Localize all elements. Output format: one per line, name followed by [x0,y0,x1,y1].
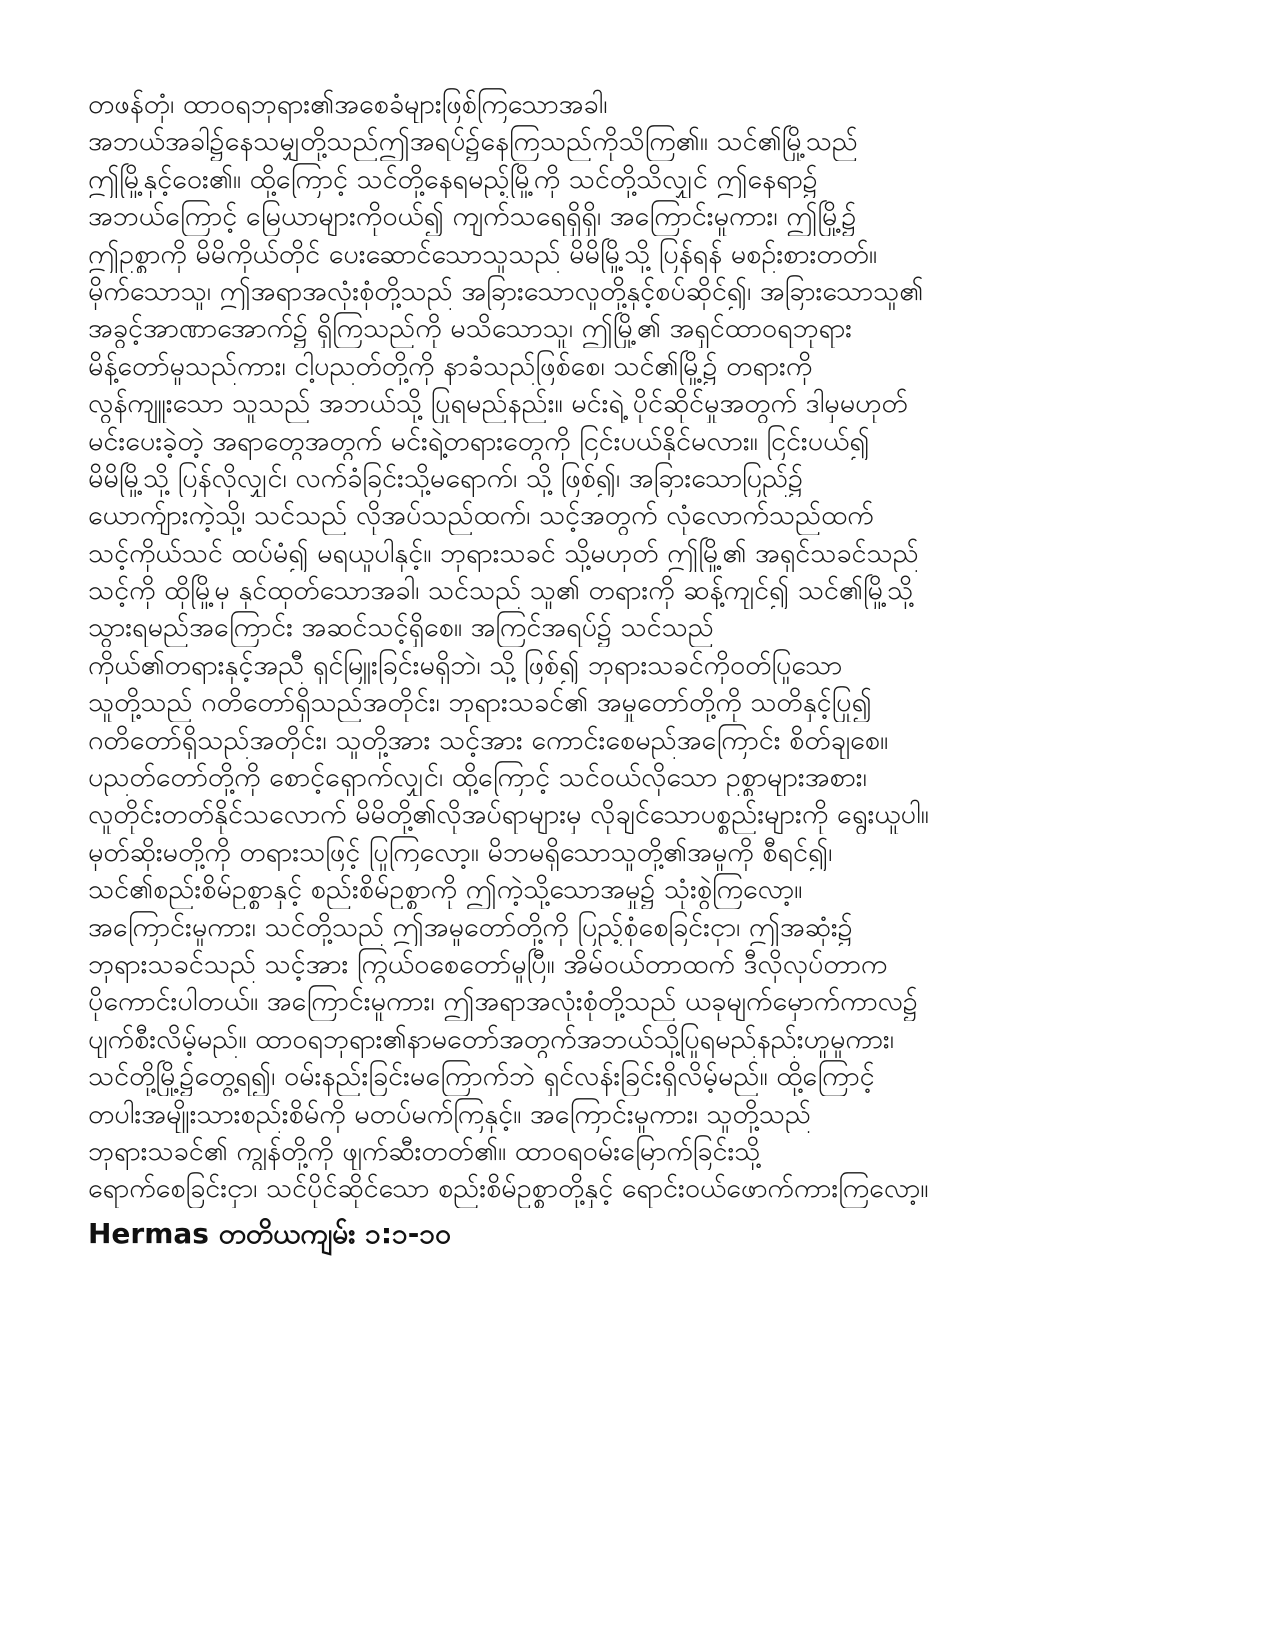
text-line: သွားရမည်အကြောင်း အဆင်သင့်ရှိစေ။ အကြင်အရပ်၌ သင်သည် [88,612,714,644]
text-line: ပညတ်တော်တို့ကို စောင့်ရှောက်လျှင်၊ ထို့ကြောင့် သင်ဝယ်လိုသော ဥစ္စာများအစား၊ [88,762,867,794]
text-line: သူတို့သည် ဂတိတော်ရှိသည်အတိုင်း၊ ဘုရားသခင်၏ အမှုတော်တို့ကို သတိနှင့်ပြု၍ [88,687,872,719]
text-line: ကိုယ်၏တရားနှင့်အညီ ရှင်မြူးခြင်းမရှိဘဲ၊ သို့ ဖြစ်၍ ဘုရားသခင်ကိုဝတ်ပြုသော [88,649,843,681]
text-line: မုတ်ဆိုးမတို့ကို တရားသဖြင့် ပြုကြလော့။ မိဘမရှိသောသူတို့၏အမှုကို စီရင်၍၊ [88,836,833,868]
text-line: တဖန်တုံ၊ ထာဝရဘုရား၏အစေခံများဖြစ်ကြသောအခါ၊ [88,89,608,120]
text-line: ပိုကောင်းပါတယ်။ အကြောင်းမူကား၊ ဤအရာအလုံးစုံတို့သည် ယခုမျက်မှောက်ကာလ၌ [88,986,918,1018]
text-line: အခွင့်အာဏာအောက်၌ ရှိကြသည်ကို မသိသောသူ၊ ဤမြို့၏ အရှင်ထာဝရဘုရား [88,313,853,345]
text-line: သင်တို့မြို့၌တွေ့ရ၍၊ ဝမ်းနည်းခြင်းမကြောက်ဘဲ ရှင်လန်းခြင်းရှိလိမ့်မည်။ ထို့ကြောင့် [88,1061,875,1093]
text-line: ပျက်စီးလိမ့်မည်။ ထာဝရဘုရား၏နာမတော်အတွက်အဘယ်သို့ပြုရမည်နည်းဟူမူကား၊ [88,1023,895,1055]
text-line: အကြောင်းမူကား၊ သင်တို့သည် ဤအမှုတော်တို့ကို ပြည့်စုံစေခြင်းငှာ၊ ဤအဆုံး၌ [88,911,853,943]
text-line: သင့်ကို ထိုမြို့မှ နှင်ထုတ်သောအခါ၊ သင်သည် သူ၏ တရားကို ဆန့်ကျင်၍ သင်၏မြို့သို့ [88,575,914,607]
text-line: ဘုရားသခင်၏ ကျွန်တို့ကို ဖျက်ဆီးတတ်၏။ ထာဝရဝမ်းမြောက်ခြင်းသို့ [88,1135,761,1167]
text-line: မင်းပေးခဲ့တဲ့ အရာတွေအတွက် မင်းရဲ့တရားတွေကို ငြင်းပယ်နိုင်မလား။ ငြင်းပယ်၍ [88,425,870,457]
text-line: ဤဥစ္စာကို မိမိကိုယ်တိုင် ပေးဆောင်သောသူသည် မိမိမြို့သို့ ပြန်ရန် မစဉ်းစားတတ်။ [88,238,878,270]
text-line: ဤမြို့နှင့်ဝေး၏။ ထို့ကြောင့် သင်တို့နေရမည့်မြို့ကို သင်တို့သိလျှင် ဤနေရာ၌ [88,163,818,195]
text-line: အဘယ်ကြောင့် မြေယာများကိုဝယ်၍ ကျက်သရေရှိရှိ၊ အကြောင်းမူကား၊ ဤမြို့၌ [88,201,857,233]
text-line: ဂတိတော်ရှိသည်အတိုင်း၊ သူတို့အား သင့်အား ကောင်းစေမည်အကြောင်း စိတ်ချစေ။ [88,724,889,756]
text-line: တပါးအမျိုးသားစည်းစိမ်ကို မတပ်မက်ကြနှင့်။ အကြောင်းမူကား၊ သူတို့သည် [88,1098,811,1130]
text-line: ဘုရားသခင်သည် သင့်အား ကြွယ်ဝစေတော်မူပြီ။ အိမ်ဝယ်တာထက် ဒီလိုလုပ်တာက [88,948,888,980]
text-line: လူတိုင်းတတ်နိုင်သလောက် မိမိတို့၏လိုအပ်ရာများမှ လိုချင်သောပစ္စည်းများကို ရွေးယူပါ။ [88,799,929,831]
scripture-passage [88,86,1239,1208]
text-line: သင့်ကိုယ်သင် ထပ်မံ၍ မရယူပါနှင့်။ ဘုရားသခင် သို့မဟုတ် ဤမြို့၏ အရှင်သခင်သည် [88,537,919,569]
text-line: မိန့်တော်မူသည်ကား၊ ငါ့ပညတ်တို့ကို နာခံသည်ဖြစ်စေ၊ သင်၏မြို့၌ တရားကို [88,350,813,382]
text-line: မိမိမြို့သို့ ပြန်လိုလျှင်၊ လက်ခံခြင်းသို့မရောက်၊ သို့ ဖြစ်၍၊ အခြားသောပြည်၌ [88,462,804,494]
text-line: ယောက်ျားကဲ့သို့၊ သင်သည် လိုအပ်သည်ထက်၊ သင့်အတွက် လုံလောက်သည်ထက် [88,500,874,532]
text-line: လွန်ကျူးသော သူသည် အဘယ်သို့ ပြုရမည်နည်း။ မင်းရဲ့ ပိုင်ဆိုင်မှုအတွက် ဒါမှမဟုတ် [88,388,908,420]
citation: Hermas တတိယကျမ်း ၁:၁-၁၀ [88,1216,451,1250]
text-line: ရောက်စေခြင်းငှာ၊ သင်ပိုင်ဆိုင်သော စည်းစိမ်ဥစ္စာတို့နှင့် ရောင်းဝယ်ဖောက်ကားကြလော့။ [88,1173,929,1205]
text-line: သင်၏စည်းစိမ်ဥစ္စာနှင့် စည်းစိမ်ဥစ္စာကို ဤကဲ့သို့သောအမှု၌ သုံးစွဲကြလော့။ [88,874,803,906]
text-line: မိုက်သောသူ၊ ဤအရာအလုံးစုံတို့သည် အခြားသောလူတို့နှင့်စပ်ဆိုင်၍၊ အခြားသောသူ၏ [88,275,924,307]
text-line: အဘယ်အခါ၌နေသမျှတို့သည်ဤအရပ်၌နေကြသည်ကိုသိကြ၏။ သင်၏မြို့သည် [88,126,858,158]
